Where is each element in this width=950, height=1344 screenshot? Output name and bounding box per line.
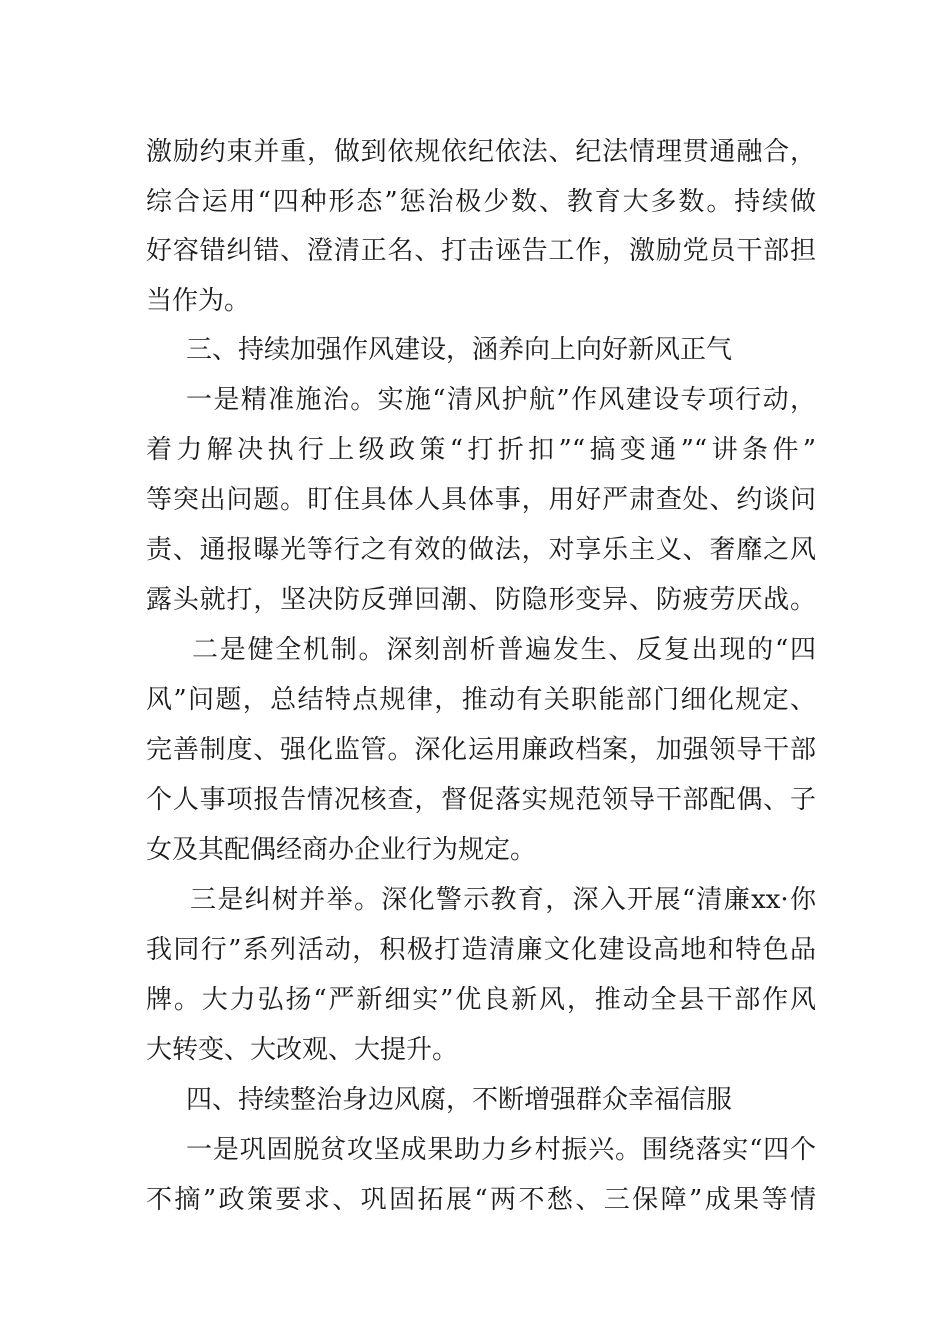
text-line: 完善制度、强化监管。深化运用廉政档案，加强领导干部 [146,735,816,765]
text-line: 一是精准施治。实施“清风护航”作风建设专项行动， [186,385,816,415]
text-line: 二是健全机制。深刻剖析普遍发生、反复出现的“四 [192,635,816,665]
text-line: 等突出问题。盯住具体人具体事，用好严肃查处、约谈问 [146,485,816,515]
section-heading: 三、持续加强作风建设，涵养向上向好新风正气 [186,335,733,365]
text-line: 风”问题，总结特点规律，推动有关职能部门细化规定、 [146,685,816,715]
text-line: 当作为。 [146,286,251,316]
text-line: 女及其配偶经商办企业行为规定。 [146,835,537,865]
text-line: 露头就打，坚决防反弹回潮、防隐形变异、防疲劳厌战。 [146,585,816,615]
text-line: 综合运用“四种形态”惩治极少数、教育大多数。持续做 [146,187,816,217]
section-heading: 四、持续整治身边风腐，不断增强群众幸福信服 [186,1085,733,1115]
text-line: 我同行”系列活动，积极打造清廉文化建设高地和特色品 [146,935,816,965]
text-line: 一是巩固脱贫攻坚成果助力乡村振兴。围绕落实“四个 [186,1135,816,1165]
text-line: 激励约束并重，做到依规依纪依法、纪法情理贯通融合， [146,137,816,167]
text-line: 不摘”政策要求、巩固拓展“两不愁、三保障”成果等情 [146,1185,816,1215]
text-line: 好容错纠错、澄清正名、打击诬告工作，激励党员干部担 [146,236,816,266]
text-line: 大转变、大改观、大提升。 [146,1035,459,1065]
text-line: 三是纠树并举。深化警示教育，深入开展“清廉xx·你 [190,885,816,915]
text-line: 着力解决执行上级政策“打折扣”“搞变通”“讲条件” [146,435,816,465]
text-line: 牌。大力弘扬“严新细实”优良新风，推动全县干部作风 [146,985,816,1015]
text-line: 责、通报曝光等行之有效的做法，对享乐主义、奢靡之风 [146,535,816,565]
text-line: 个人事项报告情况核查，督促落实规范领导干部配偶、子 [146,785,816,815]
